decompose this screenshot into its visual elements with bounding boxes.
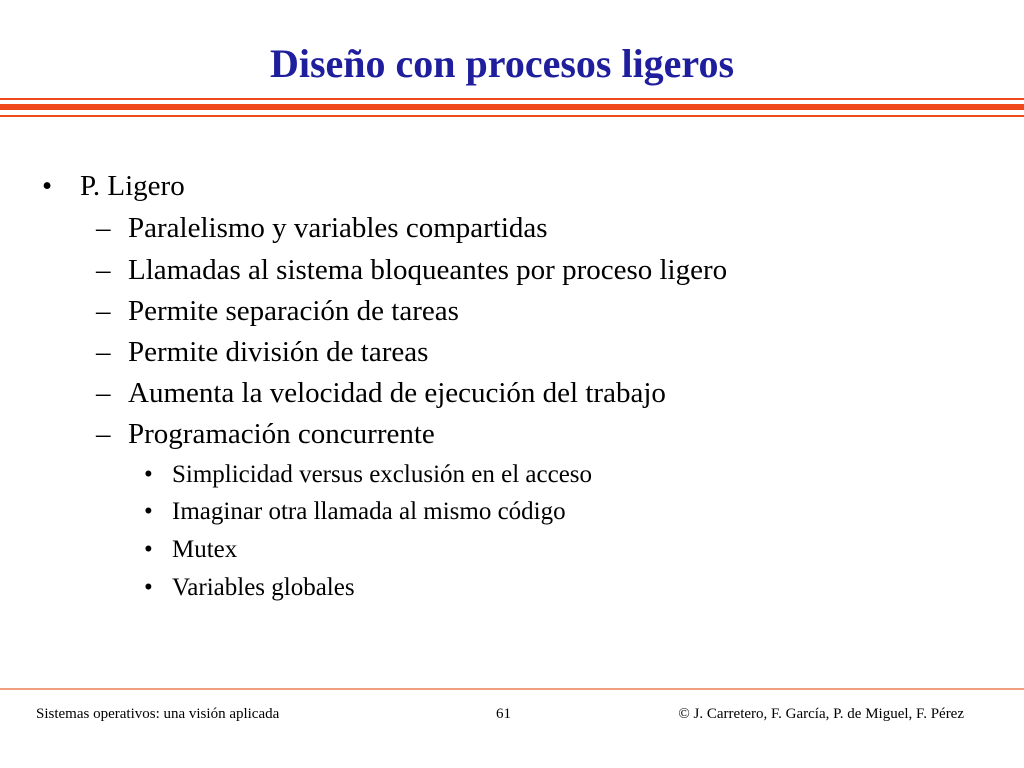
sub-sub-bullet — [144, 499, 566, 524]
sub-bullet — [96, 256, 727, 285]
footer-copyright: © J. Carretero, F. García, P. de Miguel, F. Pérez — [678, 706, 964, 722]
title-rule-thick — [0, 104, 1024, 110]
sub-sub-bullet-text: Simplicidad versus exclusión en el acceso — [172, 461, 593, 488]
bullet-text: P. Ligero — [80, 170, 185, 202]
sub-sub-bullet-text: Imaginar otra llamada al mismo código — [172, 498, 566, 525]
sub-bullet — [96, 214, 548, 243]
bullet-mark: • — [144, 461, 153, 488]
footer-rule — [0, 688, 1024, 690]
sub-bullet — [96, 338, 428, 367]
sub-bullet — [96, 420, 435, 449]
sub-bullet-text: Paralelismo y variables compartidas — [128, 212, 548, 244]
sub-bullet-text: Aumenta la velocidad de ejecución del trabajo — [128, 377, 666, 409]
page-number: 61 — [496, 706, 511, 722]
sub-sub-bullet — [144, 462, 592, 487]
sub-bullet-text: Permite separación de tareas — [128, 295, 459, 327]
dash-mark: – — [96, 212, 111, 244]
sub-bullet — [96, 379, 666, 408]
dash-mark: – — [96, 418, 111, 450]
dash-mark: – — [96, 254, 111, 286]
bullet-mark: • — [144, 574, 153, 601]
title-rule-bottom — [0, 115, 1024, 117]
bullet-mark: • — [144, 498, 153, 525]
bullet-mark: • — [144, 536, 153, 563]
footer-book-title: Sistemas operativos: una visión aplicada — [36, 706, 280, 722]
sub-bullet-text: Programación concurrente — [128, 418, 435, 450]
slide-title: Diseño con procesos ligeros — [269, 41, 735, 86]
bullet-level1 — [42, 172, 185, 201]
title-rule-top — [0, 98, 1024, 100]
dash-mark: – — [96, 336, 111, 368]
dash-mark: – — [96, 295, 111, 327]
sub-bullet-text: Permite división de tareas — [128, 336, 429, 368]
sub-sub-bullet — [144, 537, 237, 562]
sub-sub-bullet — [144, 575, 355, 600]
dash-mark: – — [96, 377, 111, 409]
sub-sub-bullet-text: Variables globales — [172, 574, 355, 601]
sub-bullet — [96, 297, 459, 326]
sub-bullet-text: Llamadas al sistema bloqueantes por proceso ligero — [128, 254, 728, 286]
sub-sub-bullet-text: Mutex — [172, 536, 238, 563]
bullet-mark: • — [42, 170, 53, 202]
